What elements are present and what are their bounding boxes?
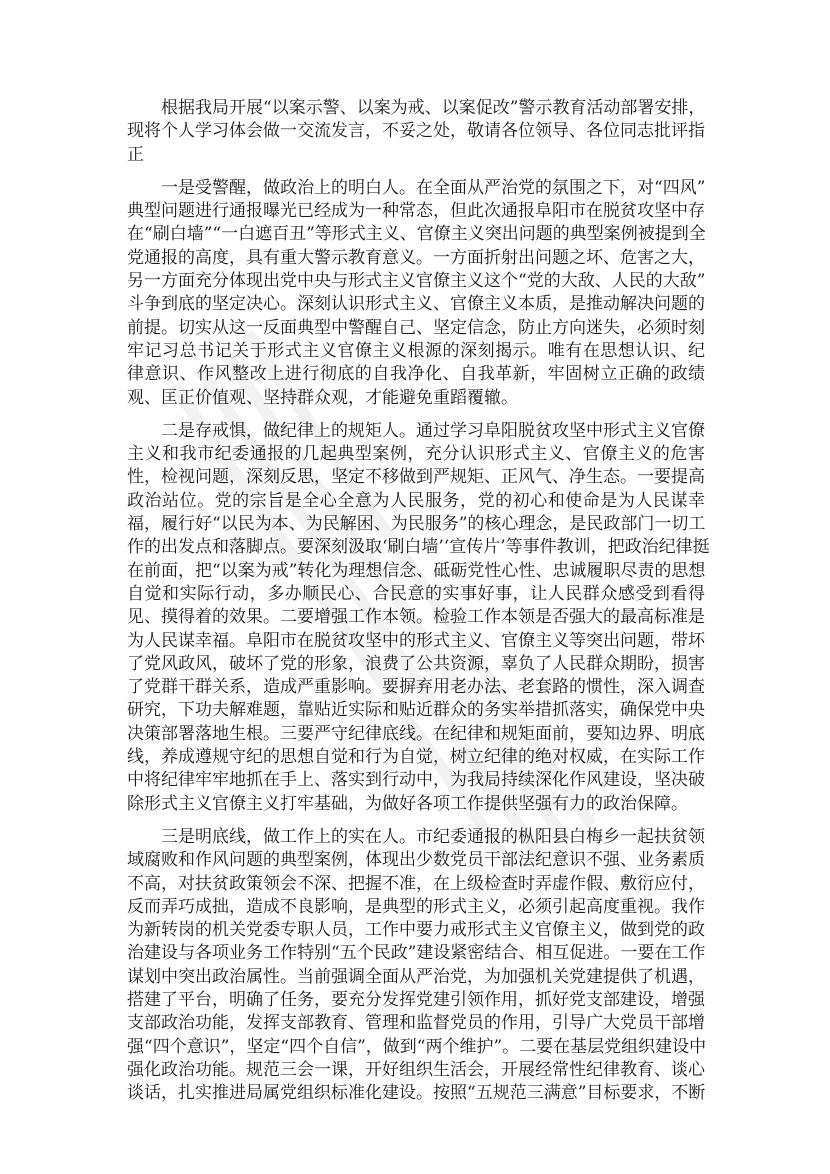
text-line: 决策部署落地生根。三要严守纪律底线。在纪律和规矩面前，要知边界、明底 — [127, 723, 705, 744]
text-line: 除形式主义官僚主义打牢基础，为做好各项工作提供坚强有力的政治保障。 — [127, 793, 688, 814]
text-line: 作的出发点和落脚点。要深刻汲取‘刷白墙’‘宣传片’等事件教训，把政治纪律挺 — [127, 537, 710, 558]
text-line: 二是存戒惧，做纪律上的规矩人。通过学习阜阳脱贫攻坚中形式主义官僚 — [127, 420, 705, 441]
text-line: 线，养成遵规守纪的思想自觉和行为自觉，树立纪律的绝对权威，在实际工作 — [127, 747, 705, 768]
text-line: 了党群干群关系，造成严重影响。要摒弃用老办法、老套路的惯性，深入调查 — [127, 677, 705, 698]
text-line: 主义和我市纪委通报的几起典型案例，充分认识形式主义、官僚主义的危害 — [127, 444, 705, 465]
paragraph — [127, 420, 710, 816]
text-line: 治建设与各项业务工作特别“五个民政”建设紧密结合、相互促进。一要在工作 — [127, 943, 706, 964]
text-line: 不高，对扶贫政策领会不深、把握不准，在上级检查时弄虚作假、敷衍应付， — [127, 873, 705, 894]
text-line: 在“刷白墙”“一白遮百丑”等形式主义、官僚主义突出问题的典型案例被提到全 — [127, 224, 706, 245]
text-line: 研究，下功夫解难题，靠贴近实际和贴近群众的务实举措抓落实，确保党中央 — [127, 700, 705, 721]
text-line: 域腐败和作风问题的典型案例，体现出少数党员干部法纪意识不强、业务素质 — [127, 850, 705, 871]
text-line: 根据我局开展“以案示警、以案为戒、以案促改”警示教育活动部署安排， — [127, 98, 706, 118]
text-line: 典型问题进行通报曝光已经成为一种常态，但此次通报阜阳市在脱贫攻坚中存 — [127, 201, 705, 222]
text-line: 反而弄巧成拙，造成不良影响，是典型的形式主义，必须引起高度重视。我作 — [127, 896, 705, 917]
text-line: 前提。切实从这一反面典型中警醒自己、坚定信念，防止方向迷失，必须时刻 — [127, 317, 705, 338]
text-line: 斗争到底的坚定决心。深刻认识形式主义、官僚主义本质，是推动解决问题的 — [127, 294, 705, 315]
text-line: 律意识、作风整改上进行彻底的自我净化、自我革新，牢固树立正确的政绩 — [127, 364, 705, 385]
paragraph — [127, 177, 705, 410]
text-line: 现将个人学习体会做一交流发言，不妥之处，敬请各位领导、各位同志批评指 — [127, 121, 705, 142]
text-line: 支部政治功能，发挥支部教育、管理和监督党员的作用，引导广大党员干部增 — [127, 1013, 705, 1034]
text-line: 见、摸得着的效果。二要增强工作本领。检验工作本领是否强大的最高标准是 — [127, 607, 705, 628]
paragraph — [127, 826, 705, 1106]
text-line: 牢记习总书记关于形式主义官僚主义根源的深刻揭示。唯有在思想认识、纪 — [127, 340, 705, 361]
text-line: 搭建了平台，明确了任务，要充分发挥党建引领作用，抓好党支部建设，增强 — [127, 989, 705, 1010]
text-line: 在前面，把“以案为戒”转化为理想信念、砥砺党性心性、忠诚履职尽责的思想 — [127, 560, 706, 581]
text-line: 政治站位。党的宗旨是全心全意为人民服务，党的初心和使命是为人民谋幸 — [127, 490, 705, 511]
text-line: 自觉和实际行动，多办顺民心、合民意的实事好事，让人民群众感受到看得 — [127, 583, 705, 604]
text-line: 正 — [127, 144, 144, 165]
text-line: 三是明底线，做工作上的实在人。市纪委通报的枞阳县白梅乡一起扶贫领 — [127, 826, 705, 847]
text-line: 为新转岗的机关党委专职人员，工作中要力戒形式主义官僚主义，做到党的政 — [127, 920, 705, 941]
text-line: 一是受警醒，做政治上的明白人。在全面从严治党的氛围之下，对“四风” — [127, 177, 706, 198]
text-line: 谋划中突出政治属性。当前强调全面从严治党，为加强机关党建提供了机遇， — [127, 966, 705, 987]
text-line: 观、匡正价值观、坚持群众观，才能避免重蹈覆辙。 — [127, 387, 518, 408]
text-line: 强化政治功能。规范三会一课，开好组织生活会，开展经常性纪律教育、谈心 — [127, 1059, 705, 1080]
paragraph — [127, 97, 705, 167]
text-line: 强“四个意识”，坚定“四个自信”，做到“两个维护”。二要在基层党组织建设中 — [127, 1036, 707, 1057]
text-line: 另一方面充分体现出党中央与形式主义官僚主义这个“党的大敌、人民的大敌” — [127, 271, 706, 292]
text-line: 性，检视问题，深刻反思，坚定不移做到严规矩、正风气、净生态。一要提高 — [127, 467, 705, 488]
text-line: 福，履行好“以民为本、为民解困、为民服务”的核心理念，是民政部门一切工 — [127, 514, 706, 535]
text-line: 谈话，扎实推进局属党组织标准化建设。按照“五规范三满意”目标要求，不断 — [127, 1083, 706, 1104]
text-line: 党通报的高度，具有重大警示教育意义。一方面折射出问题之坏、危害之大， — [127, 247, 705, 268]
text-line: 中将纪律牢牢地抓在手上、落实到行动中，为我局持续深化作风建设，坚决破 — [127, 770, 705, 791]
text-line: 了党风政风，破坏了党的形象，浪费了公共资源，辜负了人民群众期盼，损害 — [127, 653, 705, 674]
document-body — [127, 97, 710, 1115]
text-line: 为人民谋幸福。阜阳市在脱贫攻坚中的形式主义、官僚主义等突出问题，带坏 — [127, 630, 705, 651]
